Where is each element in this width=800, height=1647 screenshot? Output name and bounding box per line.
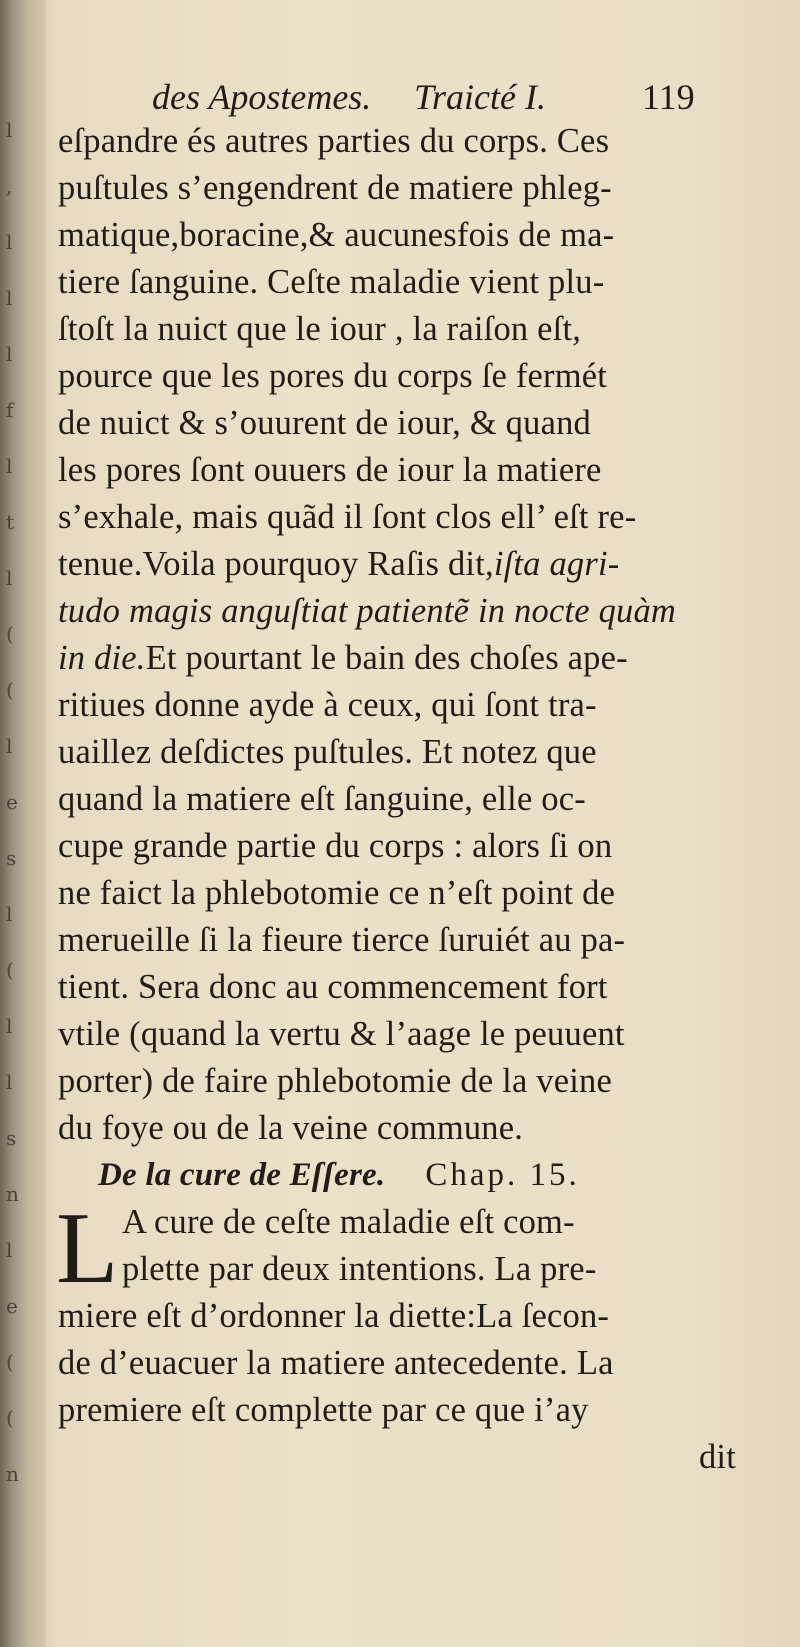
gutter-fragment: ( — [6, 1350, 14, 1374]
gutter-fragment: ( — [6, 678, 14, 702]
text-line: premiere eſt complette par ce que i’ay — [58, 1391, 589, 1429]
text-segment: Et pourtant le bain des choſes ape- — [145, 639, 628, 677]
treatise-label: Traicté I. — [414, 77, 546, 117]
gutter-fragment: l — [6, 342, 13, 366]
text-line: tient. Sera donc au commencement fort — [58, 968, 608, 1006]
folio-number: 119 — [642, 77, 695, 117]
body-text — [58, 118, 748, 1481]
drop-cap: L — [56, 1192, 119, 1305]
gutter-fragment: l — [6, 1238, 13, 1262]
gutter-fragment: t — [6, 510, 15, 534]
gutter-fragment: l — [6, 230, 13, 254]
text-line: du foye ou de la veine commune. — [58, 1109, 524, 1147]
chapter-title: De la cure de Eſſere. — [98, 1157, 386, 1193]
chapter-number: Chap. 15. — [425, 1157, 580, 1193]
gutter-fragment: ( — [6, 958, 14, 982]
text-line: ſtoſt la nuict que le iour , la raiſon eſt, — [58, 310, 582, 348]
gutter-fragment: f — [6, 398, 14, 422]
text-line: pource que les pores du corps ſe fermét — [58, 357, 608, 395]
text-line: de nuict & s’ouurent de iour, & quand — [58, 404, 591, 442]
text-line: s’exhale, mais quãd il ſont clos ell’ eſt re- — [58, 498, 637, 536]
text-line: de d’euacuer la matiere antecedente. La — [58, 1344, 614, 1382]
text-line — [58, 541, 748, 588]
gutter-fragment: l — [6, 454, 13, 478]
latin-quote-line: tudo magis anguſtiat patientẽ in nocte quàm — [58, 592, 677, 630]
gutter-fragment: l — [6, 734, 13, 758]
text-line: cupe grande partie du corps : alors ſi on — [58, 827, 613, 865]
text-line: plette par deux intentions. La pre- — [122, 1250, 597, 1288]
text-line: quand la matiere eſt ſanguine, elle oc- — [58, 780, 586, 818]
gutter-fragment: e — [6, 790, 18, 814]
gutter-fragment: l — [6, 286, 13, 310]
gutter-fragment: n — [6, 1462, 19, 1486]
gutter-fragment: l — [6, 1070, 13, 1094]
latin-quote: iſta agri- — [493, 545, 620, 583]
text-line: uaillez deſdictes puſtules. Et notez que — [58, 733, 597, 771]
chapter-heading — [58, 1152, 748, 1199]
running-title: des Apostemes. — [152, 77, 372, 117]
text-line: porter) de faire phlebotomie de la veine — [58, 1062, 613, 1100]
text-line: merueille ſi la fieure tierce ſuruiét au pa- — [58, 921, 626, 959]
text-line: puſtules s’engendrent de matiere phleg- — [58, 169, 612, 207]
gutter-fragment: l — [6, 566, 13, 590]
gutter-fragment: s — [6, 846, 17, 870]
gutter-fragment: l — [6, 902, 13, 926]
gutter-fragment: n — [6, 1182, 19, 1206]
text-line: A cure de ceſte maladie eſt com- — [122, 1203, 575, 1241]
text-line: tiere ſanguine. Ceſte maladie vient plu- — [58, 263, 605, 301]
running-header — [152, 76, 742, 116]
gutter-fragment: , — [6, 174, 13, 198]
gutter-fragment: ( — [6, 622, 14, 646]
latin-quote: in die. — [58, 639, 146, 677]
text-line: ne faict la phlebotomie ce n’eſt point de — [58, 874, 616, 912]
gutter-fragment: l — [6, 1014, 13, 1038]
text-segment: tenue.Voila pourquoy Raſis dit, — [58, 545, 494, 583]
gutter-fragment: ( — [6, 1406, 14, 1430]
gutter-fragment: l — [6, 118, 13, 142]
text-line: matique,boracine,& aucunesfois de ma- — [58, 216, 615, 254]
text-line: eſpandre és autres parties du corps. Ces — [58, 122, 610, 160]
text-line: les pores ſont ouuers de iour la matiere — [58, 451, 602, 489]
text-line: vtile (quand la vertu & l’aage le peuuent — [58, 1015, 625, 1053]
gutter-fragment: e — [6, 1294, 18, 1318]
chapter-paragraph — [56, 1192, 748, 1481]
gutter-fragment: s — [6, 1126, 17, 1150]
text-line — [58, 635, 748, 682]
text-line: miere eſt d’ordonner la diette:La ſecon- — [58, 1297, 610, 1335]
catchword: dit — [698, 1438, 736, 1476]
text-line: ritiues donne ayde à ceux, qui ſont tra- — [58, 686, 597, 724]
